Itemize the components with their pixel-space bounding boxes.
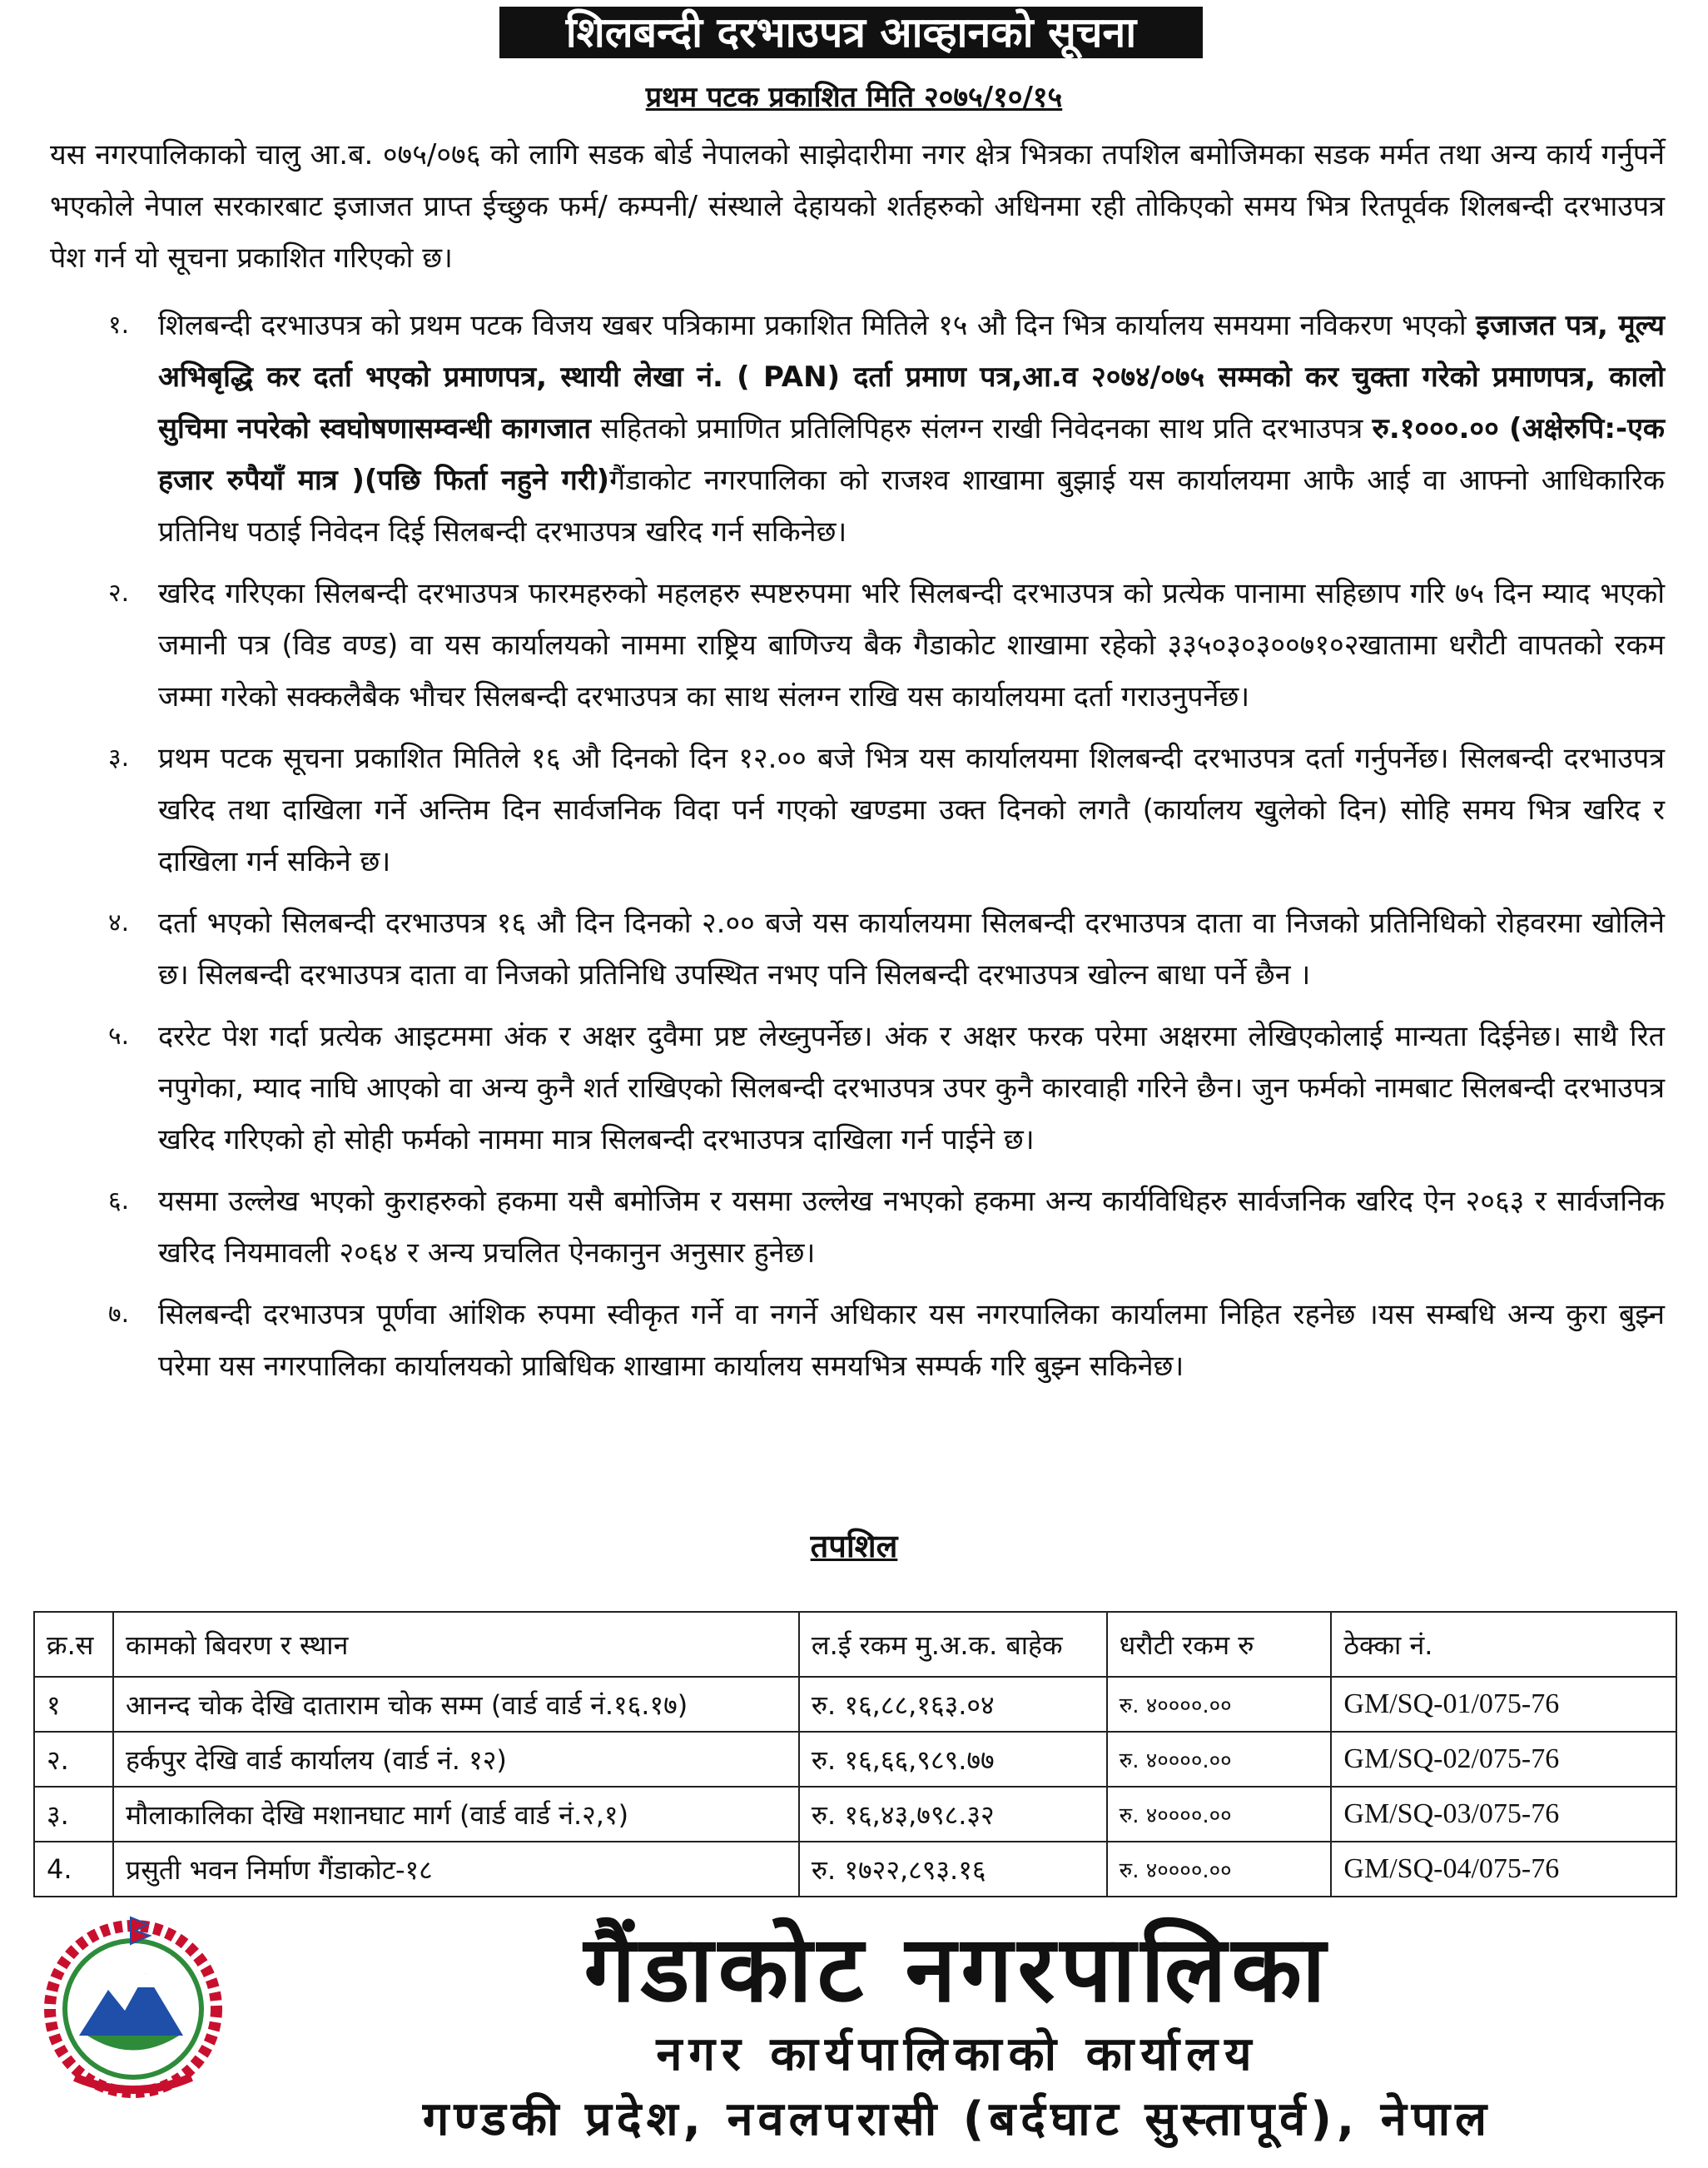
contract-no-cell: GM/SQ-04/075-76 [1331, 1842, 1676, 1897]
contract-no-cell: GM/SQ-01/075-76 [1331, 1677, 1676, 1732]
item-text: दर्ता भएको सिलबन्दी दरभाउपत्र १६ औ दिन दिनको २.०० बजे यस कार्यालयमा सिलबन्दी दरभाउपत्र दाता वा निजको प्रतिनिधिको रोहवरमा खोलिने छ। सिलबन्दी दरभाउपत्र दाता वा निजको प्रतिनिधि उपस्थित नभए पनि सिलबन्दी दरभाउपत्र खोल्न बाधा पर्ने छैन । [158, 907, 1665, 992]
header-contract-no: ठेक्का नं. [1331, 1612, 1676, 1677]
deposit-cell: रु. ४००००.०० [1107, 1732, 1332, 1787]
condition-item [50, 568, 1665, 723]
item-number: १. [108, 311, 130, 340]
table-row [34, 1842, 1676, 1897]
item-number: ५. [108, 1022, 130, 1051]
contract-no-cell: GM/SQ-03/075-76 [1331, 1787, 1676, 1842]
condition-item [50, 1176, 1665, 1279]
serial-cell: २. [34, 1732, 113, 1787]
header-deposit: धरौटी रकम रु [1107, 1612, 1332, 1677]
estimate-cell: रु. १६,६६,९८९.७७ [799, 1732, 1107, 1787]
serial-cell: १ [34, 1677, 113, 1732]
municipality-address: गण्डकी प्रदेश, नवलपरासी (बर्दघाट सुस्तापूर्व), नेपाल [422, 2092, 1492, 2146]
item-text: प्रथम पटक सूचना प्रकाशित मितिले १६ औ दिनको दिन १२.०० बजे भित्र यस कार्यालयमा शिलबन्दी दरभाउपत्र दर्ता गर्नुपर्नेछ। सिलबन्दी दरभाउपत्र खरिद तथा दाखिला गर्ने अन्तिम दिन सार्वजनिक विदा पर्न गएको खण्डमा उक्त दिनको लगतै (कार्यालय खुलेको दिन) सोहि समय भित्र खरिद र दाखिला गर्न सकिने छ। [158, 742, 1665, 878]
condition-item [50, 300, 1665, 558]
municipality-name: गैंडाकोट नगरपालिका [583, 1916, 1331, 2022]
contract-no-cell: GM/SQ-02/075-76 [1331, 1732, 1676, 1787]
condition-item [50, 1011, 1665, 1166]
item-number: ७. [108, 1300, 130, 1329]
item-text: सिलबन्दी दरभाउपत्र पूर्णवा आंशिक रुपमा स्वीकृत गर्ने वा नगर्ने अधिकार यस नगरपालिका कार्यालमा निहित रहनेछ ।यस सम्बधि अन्य कुरा बुझ्न परेमा यस नगरपालिका कार्यालयको प्राबिधिक शाखामा कार्यालय समयभित्र सम्पर्क गरि बुझ्न सकिनेछ। [158, 1298, 1665, 1383]
header-description: कामको बिवरण र स्थान [113, 1612, 799, 1677]
municipality-office: नगर कार्यपालिकाको कार्यालय [656, 2027, 1259, 2081]
condition-item [50, 733, 1665, 888]
description-cell: हर्कपुर देखि वार्ड कार्यालय (वार्ड नं. १२) [113, 1732, 799, 1787]
deposit-cell: रु. ४००००.०० [1107, 1842, 1332, 1897]
serial-cell: ३. [34, 1787, 113, 1842]
item-number: २. [108, 579, 130, 608]
item-text: यसमा उल्लेख भएको कुराहरुको हकमा यसै बमोजिम र यसमा उल्लेख नभएको हकमा अन्य कार्यविधिहरु सार्वजनिक खरिद ऐन २०६३ र सार्वजनिक खरिद नियमावली २०६४ र अन्य प्रचलित ऐनकानुन अनुसार हुनेछ। [158, 1185, 1665, 1270]
table-row [34, 1787, 1676, 1842]
deposit-cell: रु. ४००००.०० [1107, 1677, 1332, 1732]
description-cell: मौलाकालिका देखि मशानघाट मार्ग (वार्ड वार्ड नं.२,१) [113, 1787, 799, 1842]
nepal-emblem-icon [37, 1911, 229, 2102]
notice-title: शिलबन्दी दरभाउपत्र आव्हानको सूचना [499, 7, 1203, 58]
item-text: गैंडाकोट नगरपालिका को राजश्व शाखामा बुझाई यस कार्यालयमा आफै आई वा आफ्नो आधिकारिक प्रतिनिध पठाई निवेदन दिई सिलबन्दी दरभाउपत्र खरिद गर्न सकिनेछ। [158, 464, 1665, 549]
table-header-row [34, 1612, 1676, 1677]
required-documents: इजाजत पत्र, मूल्य अभिबृद्धि कर दर्ता भएको प्रमाणपत्र, स्थायी लेखा नं. ( PAN) दर्ता प्रमाण पत्र,आ.व २०७४/०७५ सम्मको कर चुक्ता गरेको प्रमाणपत्र, कालो सुचिमा नपरेको स्वघोषणासम्वन्धी कागजात [158, 309, 1665, 445]
works-table [33, 1611, 1677, 1897]
condition-item [50, 898, 1665, 1001]
estimate-cell: रु. १६,४३,७९८.३२ [799, 1787, 1107, 1842]
condition-item [50, 1289, 1665, 1392]
serial-cell: 4. [34, 1842, 113, 1897]
deposit-cell: रु. ४००००.०० [1107, 1787, 1332, 1842]
item-number: ३. [108, 743, 130, 773]
municipality-block [250, 1915, 1665, 2153]
conditions-list [50, 300, 1665, 1402]
item-text: सहितको प्रमाणित प्रतिलिपिहरु संलग्न राखी निवेदनका साथ प्रति दरभाउपत्र [591, 412, 1373, 445]
item-text: शिलबन्दी दरभाउपत्र को प्रथम पटक विजय खबर पत्रिकामा प्रकाशित मितिले १५ औ दिन भित्र कार्यालय समयमा नविकरण भएको [158, 309, 1477, 342]
header-estimate: ल.ई रकम मु.अ.क. बाहेक [799, 1612, 1107, 1677]
description-cell: आनन्द चोक देखि दाताराम चोक सम्म (वार्ड वार्ड नं.१६.१७) [113, 1677, 799, 1732]
fee-amount: रु.१०००.०० (अक्षेरुपि:-एक हजार रुपैयाँ मात्र )(पछि फिर्ता नहुने गरी) [158, 412, 1665, 497]
item-text: दररेट पेश गर्दा प्रत्येक आइटममा अंक र अक्षर दुवैमा प्रष्ट लेख्नुपर्नेछ। अंक र अक्षर फरक परेमा अक्षरमा लेखिएकोलाई मान्यता दिईनेछ। साथै रित नपुगेका, म्याद नाघि आएको वा अन्य कुनै शर्त राखिएको सिलबन्दी दरभाउपत्र उपर कुनै कारवाही गरिने छैन। जुन फर्मको नामबाट सिलबन्दी दरभाउपत्र खरिद गरिएको हो सोही फर्मको नाममा मात्र सिलबन्दी दरभाउपत्र दाखिला गर्न पाईने छ। [158, 1020, 1665, 1156]
intro-paragraph: यस नगरपालिकाको चालु आ.ब. ०७५/०७६ को लागि सडक बोर्ड नेपालको साझेदारीमा नगर क्षेत्र भित्रका तपशिल बमोजिमका सडक मर्मत तथा अन्य कार्य गर्नुपर्ने भएकोले नेपाल सरकारबाट इजाजत प्राप्त ईच्छुक फर्म/ कम्पनी/ संस्थाले देहायको शर्तहरुको अधिनमा रही तोकिएको समय भित्र रितपूर्वक शिलबन्दी दरभाउपत्र पेश गर्न यो सूचना प्रकाशित गरिएको छ। [50, 138, 1665, 275]
table-row [34, 1732, 1676, 1787]
description-cell: प्रसुती भवन निर्माण गैंडाकोट-१८ [113, 1842, 799, 1897]
item-number: ४. [108, 908, 130, 937]
estimate-cell: रु. १६,८८,१६३.०४ [799, 1677, 1107, 1732]
item-number: ६. [108, 1186, 130, 1216]
publish-date: प्रथम पटक प्रकाशित मिति २०७५/१०/१५ [645, 81, 1063, 114]
header-serial: क्र.स [34, 1612, 113, 1677]
schedule-title: तपशिल [810, 1528, 898, 1564]
item-text: खरिद गरिएका सिलबन्दी दरभाउपत्र फारमहरुको महलहरु स्पष्टरुपमा भरि सिलबन्दी दरभाउपत्र को प्रत्येक पानामा सहिछाप गरि ७५ दिन म्याद भएको जमानी पत्र (विड वण्ड) वा यस कार्यालयको नाममा राष्ट्रिय बाणिज्य बैक गैडाकोट शाखामा रहेको ३३५०३०३००७१०२खातामा धरौटी वापतको रकम जम्मा गरेको सक्कलैबैक भौचर सिलबन्दी दरभाउपत्र का साथ संलग्न राखि यस कार्यालयमा दर्ता गराउनुपर्नेछ। [158, 577, 1665, 714]
estimate-cell: रु. १७२२,८९३.१६ [799, 1842, 1107, 1897]
table-row [34, 1677, 1676, 1732]
